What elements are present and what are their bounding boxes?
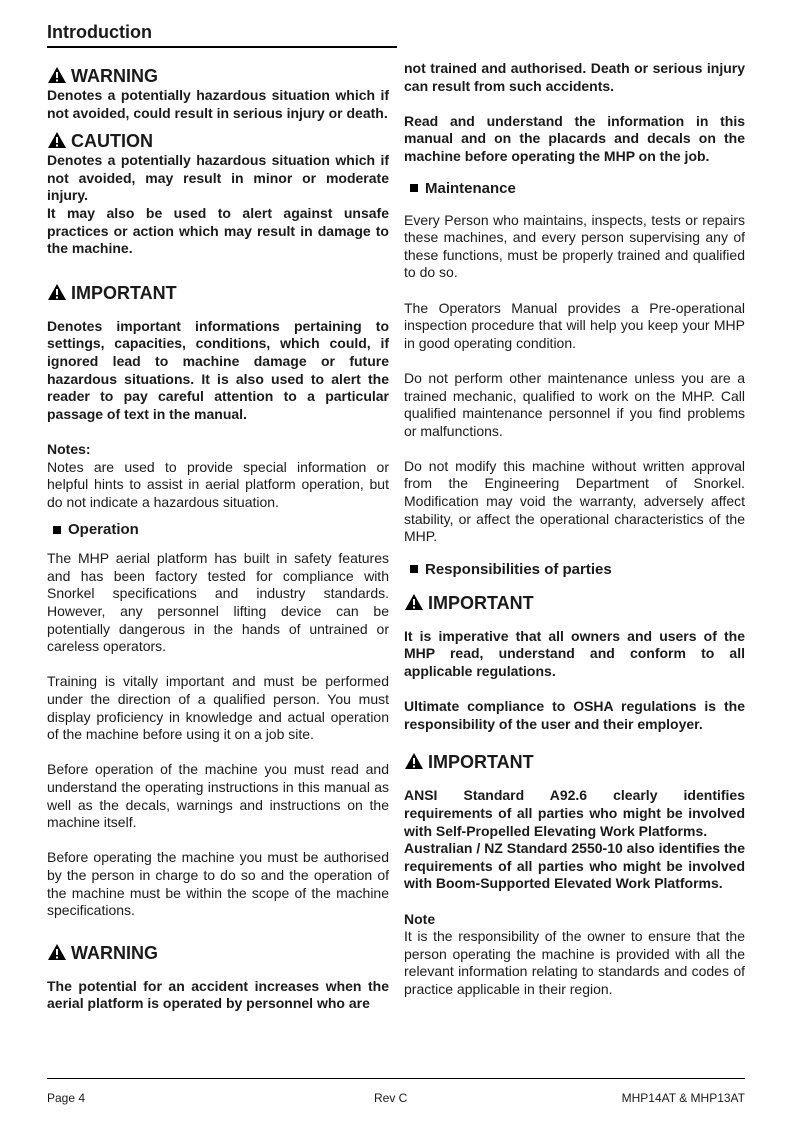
notes-label: Notes:	[47, 440, 91, 457]
revision: Rev C	[374, 1091, 408, 1105]
right-column	[404, 60, 745, 999]
important-text-3b: Australian / NZ Standard 2550-10 also identifies the requirements of all parties who might be involved with Boom-Supported Elevated Work Platforms.	[404, 840, 745, 892]
important-text-2: It is imperative that all owners and users of the MHP read, understand and conform to all applicable regulations.	[404, 627, 745, 680]
operation-paragraph-4: Before operating the machine you must be authorised by the person in charge to do so and the operation of the machine must be within the scope of the machine specifications.	[47, 849, 389, 919]
maintenance-paragraph-4: Do not modify this machine without written approval from the Engineering Department of Snorkel. Modification may void the warranty, adversely affect stability, or affect the operational characteristics of the MHP.	[404, 457, 745, 545]
important-text-2b: Ultimate compliance to OSHA regulations is the responsibility of the user and their employer.	[404, 698, 745, 732]
footer-divider	[47, 1078, 745, 1079]
important-text: Denotes important informations pertaining to settings, capacities, conditions, which could, if ignored lead to machine damage or future hazardous situations. It is also used to alert the reader to pay careful attention to a particular passage of text in the manual.	[47, 317, 389, 422]
important-text-3: ANSI Standard A92.6 clearly identifies requirements of all parties who might be involved with Self-Propelled Elevating Work Platforms.	[404, 787, 745, 839]
warning-text-continued: not trained and authorised. Death or serious injury can result from such accidents.	[404, 60, 745, 94]
warning-heading-2: WARNING	[47, 942, 389, 964]
warning-text: Denotes a potentially hazardous situation which if not avoided, could result in serious injury or death.	[47, 87, 389, 121]
important-heading-2: IMPORTANT	[404, 592, 745, 614]
caution-text: Denotes a potentially hazardous situation which if not avoided, may result in minor or moderate injury.	[47, 152, 389, 204]
page-title: Introduction	[47, 22, 152, 42]
important-triangle-icon	[404, 752, 424, 770]
warning-heading: WARNING	[47, 65, 389, 87]
operation-paragraph-1: The MHP aerial platform has built in safety features and has been factory tested for compliance with Snorkel specifications and industry standards. However, any personnel lifting device can be potentially dangerous in the hands of untrained or careless operators.	[47, 550, 389, 655]
title-divider	[47, 46, 397, 48]
responsibilities-heading: Responsibilities of parties	[404, 560, 745, 580]
maintenance-heading: Maintenance	[404, 179, 745, 199]
page-number: Page 4	[47, 1091, 86, 1105]
maintenance-paragraph-3: Do not perform other maintenance unless you are a trained mechanic, qualified to work on the MHP. Call qualified maintenance personnel if you find problems or malfunctions.	[404, 369, 745, 439]
warning-triangle-icon	[47, 66, 67, 84]
bullet-square-icon	[410, 184, 418, 192]
caution-triangle-icon	[47, 131, 67, 149]
warning-text-2: The potential for an accident increases when the aerial platform is operated by personnel who are	[47, 977, 389, 1012]
maintenance-paragraph-1: Every Person who maintains, inspects, tests or repairs these machines, and every person supervising any of these functions, must be properly trained and qualified to do so.	[404, 211, 745, 281]
left-column	[47, 60, 389, 1013]
warning-triangle-icon	[47, 943, 67, 961]
operation-paragraph-2: Training is vitally important and must be performed under the direction of a qualified person. You must display proficiency in knowledge and actual operation of the machine before using it on a job site.	[47, 673, 389, 743]
important-heading: IMPORTANT	[47, 282, 389, 304]
read-understand-text: Read and understand the information in this manual and on the placards and decals on the machine before operating the MHP on the job.	[404, 112, 745, 164]
notes-text: Notes are used to provide special information or helpful hints to assist in aerial platform operation, but do not indicate a hazardous situation.	[47, 458, 389, 510]
important-triangle-icon	[47, 283, 67, 301]
bullet-square-icon	[410, 565, 418, 573]
important-triangle-icon	[404, 593, 424, 611]
bullet-square-icon	[53, 526, 61, 534]
note-text: It is the responsibility of the owner to ensure that the person operating the machine is provided with all the relevant information relating to standards and codes of practice applicable in their region.	[404, 928, 745, 997]
caution-heading: CAUTION	[47, 130, 389, 152]
maintenance-paragraph-2: The Operators Manual provides a Pre-operational inspection procedure that will help you keep your MHP in good operating condition.	[404, 299, 745, 351]
note-label: Note	[404, 910, 436, 927]
operation-paragraph-3: Before operation of the machine you must read and understand the operating instructions in this manual as well as the decals, warnings and instructions on the machine itself.	[47, 761, 389, 831]
caution-text-2: It may also be used to alert against unsafe practices or action which may result in damage to the machine.	[47, 204, 389, 257]
important-heading-3: IMPORTANT	[404, 751, 745, 773]
operation-heading: Operation	[47, 520, 389, 540]
model-name: MHP14AT & MHP13AT	[621, 1091, 745, 1105]
